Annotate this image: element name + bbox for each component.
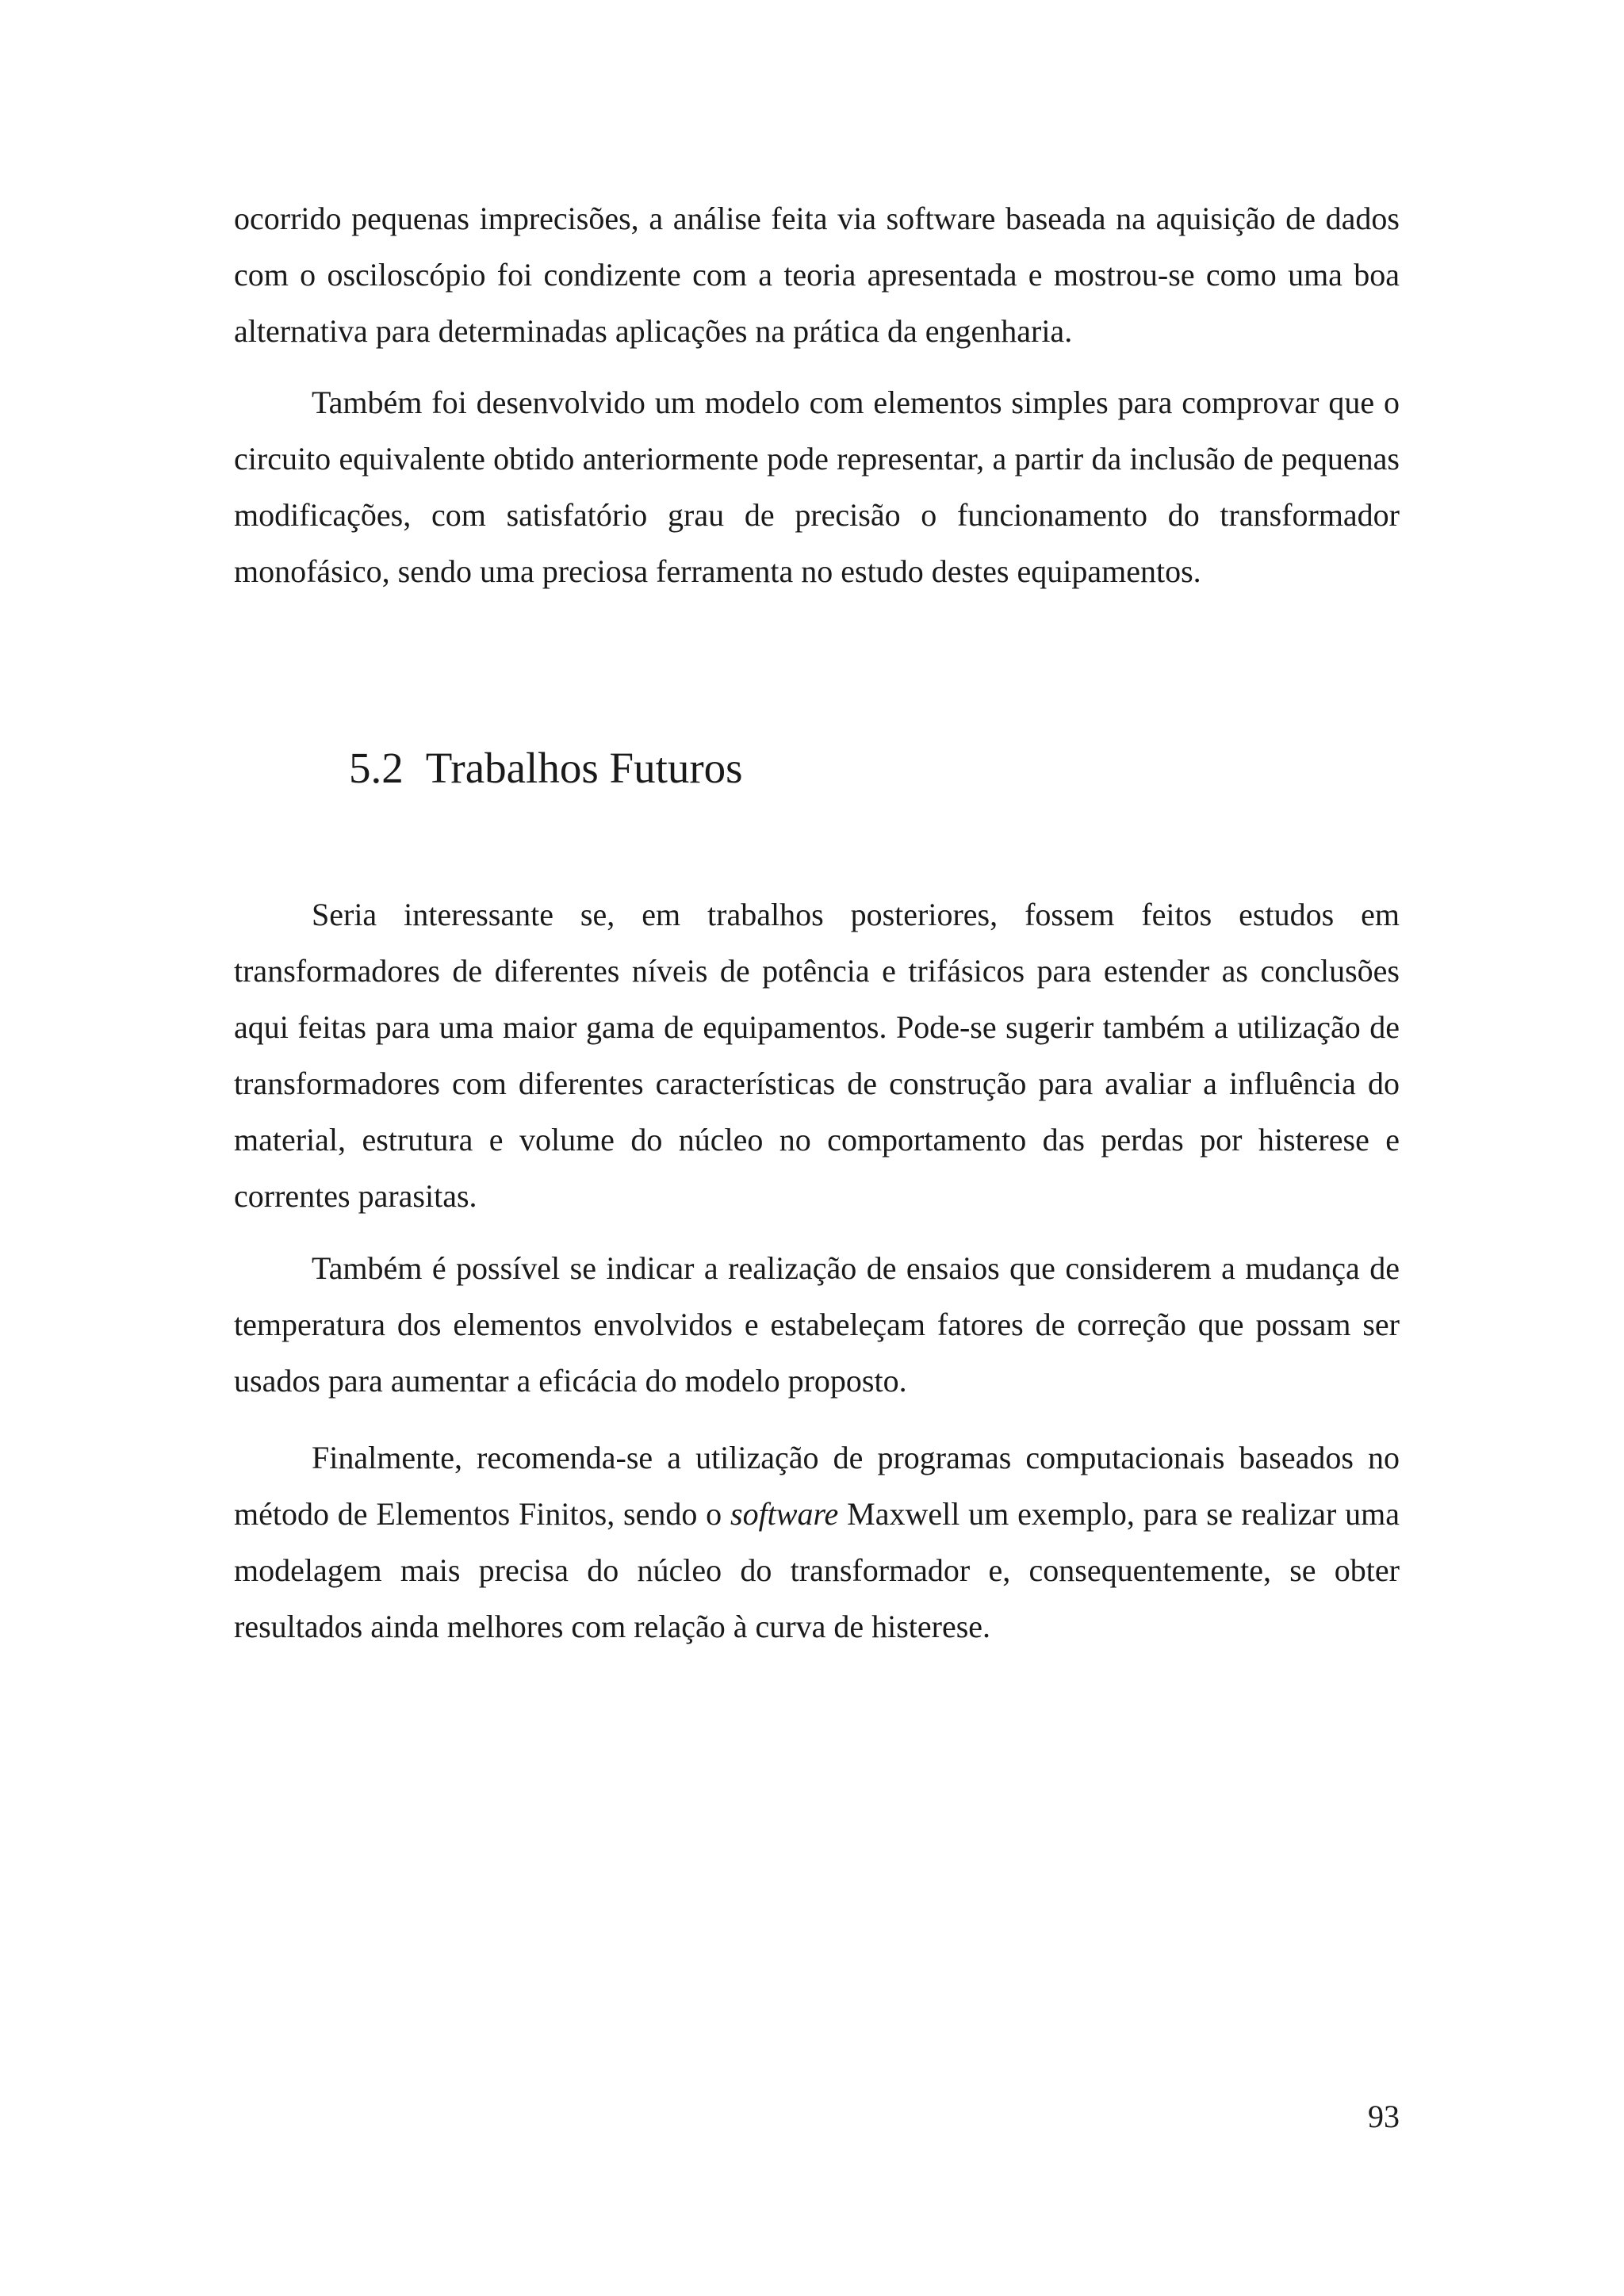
section-number: 5.2 xyxy=(349,744,404,792)
paragraph-temperature-tests: Também é possível se indicar a realização de ensaios que considerem a mudança de temperatura dos elementos envolvidos e estabeleçam fatores de correção que possam ser usados para aumentar a eficácia do modelo proposto. xyxy=(234,1250,1400,1399)
paragraph-finite-elements xyxy=(234,1429,1400,1655)
paragraph-finite-elements-text-end: Maxwell um exemplo, para se realizar uma modelagem mais precisa do núcleo do transformador e, consequentemente, se obter resultados ainda melhores com relação à curva de histerese. xyxy=(234,1496,1400,1644)
section-heading xyxy=(349,740,743,796)
paragraph-finite-elements-text-start: Finalmente, recomenda-se a utilização de programas computacionais baseados no método de Elementos Finitos, sendo o xyxy=(234,1440,1400,1532)
italic-term: software xyxy=(730,1496,839,1532)
paragraph-continued: ocorrido pequenas imprecisões, a análise feita via software baseada na aquisição de dados com o osciloscópio foi condizente com a teoria apresentada e mostrou-se como uma boa alternativa para determinadas aplicações na prática da engenharia. xyxy=(234,201,1400,349)
paragraph-future-studies: Seria interessante se, em trabalhos posteriores, fossem feitos estudos em transformadores de diferentes níveis de potência e trifásicos para estender as conclusões aqui feitas para uma maior gama de equipamentos. Pode-se sugerir também a utilização de transformadores com diferentes características de construção para avaliar a influência do material, estrutura e volume do núcleo no comportamento das perdas por histerese e correntes parasitas. xyxy=(234,897,1400,1214)
section-title: Trabalhos Futuros xyxy=(425,744,743,792)
page-number: 93 xyxy=(1368,2099,1400,2134)
paragraph-model-description: Também foi desenvolvido um modelo com elementos simples para comprovar que o circuito equivalente obtido anteriormente pode representar, a partir da inclusão de pequenas modificações, com satisfatório grau de precisão o funcionamento do transformador monofásico, sendo uma preciosa ferramenta no estudo destes equipamentos. xyxy=(234,385,1400,589)
